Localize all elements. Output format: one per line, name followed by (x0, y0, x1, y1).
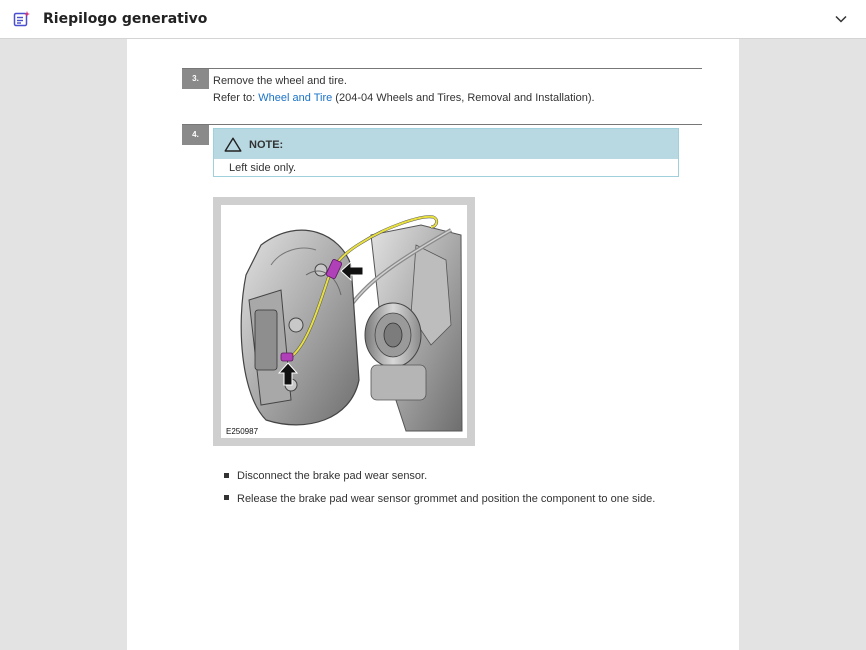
step-number: 4. (182, 125, 209, 145)
bullet-item: Release the brake pad wear sensor grommet and position the component to one side. (237, 493, 656, 505)
header-title: Riepilogo generativo (43, 11, 208, 27)
refer-suffix: (204-04 Wheels and Tires, Removal and Installation). (335, 92, 595, 104)
warning-triangle-icon (224, 137, 242, 152)
ai-summary-icon (13, 10, 31, 28)
bullet-marker (224, 495, 229, 500)
document-page (127, 39, 739, 650)
brake-caliper-illustration (221, 205, 467, 438)
step-reference (213, 92, 595, 104)
step-text: Remove the wheel and tire. (213, 75, 347, 87)
note-label: NOTE: (249, 139, 284, 151)
bullet-marker (224, 473, 229, 478)
step-divider (182, 68, 702, 69)
refer-prefix: Refer to: (213, 92, 256, 104)
brake-sensor-figure (213, 197, 475, 446)
step-number: 3. (182, 69, 209, 89)
chevron-down-icon[interactable] (833, 11, 849, 27)
figure-code: E250987 (226, 427, 259, 436)
app-header (0, 0, 866, 39)
wheel-and-tire-link[interactable]: Wheel and Tire (258, 92, 333, 104)
note-text: Left side only. (229, 162, 297, 174)
step-divider (182, 124, 702, 125)
bullet-item: Disconnect the brake pad wear sensor. (237, 470, 428, 482)
note-box (213, 128, 679, 177)
note-header (214, 129, 678, 159)
figure-frame (221, 205, 467, 438)
